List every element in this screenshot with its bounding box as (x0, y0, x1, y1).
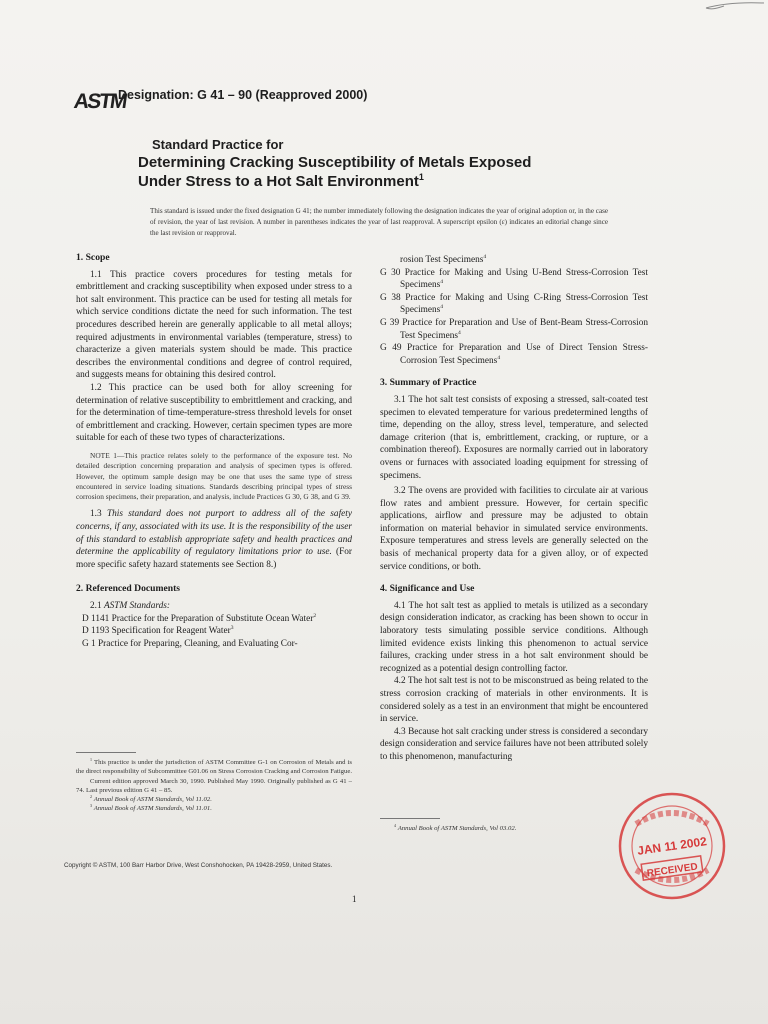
left-footnotes (76, 752, 352, 814)
footnote-2-mark: 2 (90, 793, 93, 799)
footnote-1-text: This practice is under the jurisdiction of ASTM Committee G-1 on Corrosion of Metals and is the direct responsibility of Subcommittee G01.06 on Stress Corrosion Cracking and Corrosion Fatigue. (76, 759, 353, 776)
para-1-3-suffix: (For more specific safety hazard statements see Section 8.) (76, 547, 353, 570)
ref-d1193-mark: 3 (230, 625, 234, 632)
scope-heading: 1. Scope (76, 252, 110, 263)
ref-g39-mark: 4 (457, 329, 461, 336)
footnote-4-text: Annual Book of ASTM Standards, Vol 03.02. (397, 825, 517, 832)
issued-note: This standard is issued under the fixed designation G 41; the number immediately following the designation indicates the year of original adoption or, in the case of revision, the year of last revision. A number in parentheses indicates the year of last reapproval. A superscript epsilon (ε) indicates an editorial change since the last revision or reapproval. (150, 207, 608, 237)
footnote-2-text: Annual Book of ASTM Standards, Vol 11.02. (93, 796, 212, 804)
para-1-1: 1.1 This practice covers procedures for testing metals for embrittlement and cracking susceptibility when exposed under stress to a hot salt environment. This practice can be used for testing all metals for which service conditions dictate the need for such information. The test procedures described herein are generally applicable to all metal alloys; required adjustments in environmental variables (temperature, stress) to characterize a given materials system should be made. This practice describes the environmental conditions and degree of control required, and suggests means for obtaining this desired control. (76, 269, 352, 381)
safety-statement: This standard does not purport to address all of the safety concerns, if any, associated with its use. It is the responsibility of the user of this standard to establish appropriate safety and health practices and determine the applicability of regulatory limitations prior to use. (76, 509, 352, 558)
ref-d1193-text: D 1193 Specification for Reagent Water (82, 626, 231, 637)
received-stamp (616, 790, 728, 902)
ref-g49 (380, 342, 648, 367)
astm-standards-label: ASTM Standards: (103, 600, 170, 611)
ref-g49-mark: 4 (497, 354, 501, 361)
title-footnote-mark: 1 (418, 172, 424, 182)
footnote-rule (76, 752, 136, 753)
ref-g39 (380, 317, 648, 342)
title-text: Under Stress to a Hot Salt Environment (138, 173, 419, 190)
footnote-3-text: Annual Book of ASTM Standards, Vol 11.01. (93, 805, 212, 813)
astm-logo: ASTM (72, 90, 128, 113)
pencil-scribble (700, 0, 768, 20)
designation: Designation: G 41 – 90 (Reapproved 2000) (118, 88, 368, 102)
ref-g1-cont (380, 254, 648, 267)
ref-g30 (380, 267, 648, 292)
footnote-1-mark: 1 (90, 756, 93, 762)
para-2-1-prefix: 2.1 (90, 600, 104, 611)
copyright-line: Copyright © ASTM, 100 Barr Harbor Drive, West Conshohocken, PA 19428-2959, United States. (64, 862, 333, 869)
para-1-3-prefix: 1.3 (90, 509, 107, 520)
footnote-4-mark: 4 (394, 822, 397, 828)
footnote-4 (380, 824, 620, 833)
stamp-status: RECEIVED (646, 861, 699, 880)
ref-g49-text: G 49 Practice for Preparation and Use of Direct Tension Stress-Corrosion Test Specimens (380, 343, 648, 366)
ref-d1141-text: D 1141 Practice for the Preparation of Substitute Ocean Water (82, 613, 314, 624)
ref-g38 (380, 292, 648, 317)
stamp-date: JAN 11 2002 (636, 834, 708, 858)
ref-g1: G 1 Practice for Preparing, Cleaning, and Evaluating Cor- (82, 638, 298, 649)
right-footnotes (380, 818, 620, 833)
ref-g38-text: G 38 Practice for Making and Using C-Ring Stress-Corrosion Test Specimens (380, 292, 648, 316)
footnote-1 (76, 758, 352, 777)
footnote-2 (76, 795, 352, 804)
ref-d1141-mark: 2 (313, 612, 317, 619)
refdocs-heading: 2. Referenced Documents (76, 583, 180, 595)
page-number: 1 (352, 894, 357, 904)
para-3-1: 3.1 The hot salt test consists of exposing a stressed, salt-coated test specimen to elevated temperature for various predetermined lengths of time, depending on the alloy, stress level, temperature, and selected damage criterion (that is, embrittlement, cracking, or rupture, or a combination thereof). Exposures are normally carried out in laboratory ovens or furnaces with associated loading equipment for stressing of specimens. (380, 394, 648, 481)
ref-g1-mark: 4 (483, 253, 487, 260)
footnote-rule-right (380, 818, 440, 819)
para-4-1: 4.1 The hot salt test as applied to metals is utilized as a secondary design consideration indicator, as cracking has been shown to occur in laboratory tests simulating possible service conditions. Although limited evidence exists linking this phenomenon to actual service failures, cracking under stress in a hot salt environment should be recognized as a potential design controlling factor. (380, 600, 648, 674)
right-column (380, 254, 648, 764)
significance-heading: 4. Significance and Use (380, 583, 475, 595)
ref-d1141 (76, 613, 352, 626)
summary-heading: 3. Summary of Practice (380, 377, 477, 389)
para-2-1 (76, 600, 352, 613)
ref-d1193 (76, 625, 352, 638)
footnote-1-current: Current edition approved March 30, 1990. Published May 1990. Originally published as G 41 – 74. Last previous edition G 41 – 85. (76, 777, 352, 794)
footnote-3-mark: 3 (90, 803, 93, 809)
para-1-2: 1.2 This practice can be used both for alloy screening for determination of relative susceptibility to embrittlement and cracking, and for the determination of time-temperature-stress threshold levels for onset of embrittlement and cracking. However, certain specimen types are more suitable for each of these two types of characterizations. (76, 382, 352, 444)
title-line-1: Standard Practice for (152, 137, 284, 152)
para-1-3 (76, 508, 352, 571)
para-4-3: 4.3 Because hot salt cracking under stress is considered a secondary design consideration and service failures have not been attributed solely to this phenomenon, manufacturing (380, 726, 648, 762)
para-3-2: 3.2 The ovens are provided with facilities to circulate air at various flow rates and ambient pressure. However, for certain specific applications, airflow and pressure may be adjusted to obtain information on material behavior in simulated service environments. Exposure temperatures and stress levels are generally selected on the basis of mechanical property data for a given alloy, or of expected service conditions, or both. (380, 486, 648, 572)
stamp-seal (616, 790, 728, 902)
note-1: NOTE 1—This practice relates solely to the performance of the exposure test. No detailed description concerning preparation and analysis of specimen types is offered. However, the optimum sample design may be one that uses the same type of stress encountered in service loading situations. Standards describing principal types of stress corrosion specimens, their preparation, and analysis, include Practices G 30, G 38, and G 39. (76, 450, 352, 502)
para-4-2: 4.2 The hot salt test is not to be misconstrued as being related to the stress corrosion cracking of materials in other environments. It is considered solely as a test in an environment that might be encountered in service. (380, 676, 648, 725)
ref-g30-mark: 4 (440, 279, 444, 286)
ref-g1-cont-text: rosion Test Specimens (400, 255, 484, 265)
title-line-3 (138, 173, 424, 190)
title-line-2: Determining Cracking Susceptibility of Metals Exposed (138, 154, 532, 171)
ref-g30-text: G 30 Practice for Making and Using U-Bend Stress-Corrosion Test Specimens (380, 267, 648, 291)
footnote-3 (76, 804, 352, 813)
left-column (76, 252, 352, 650)
ref-g39-text: G 39 Practice for Preparation and Use of Bent-Beam Stress-Corrosion Test Specimens (380, 317, 648, 341)
ref-g38-mark: 4 (440, 304, 444, 311)
